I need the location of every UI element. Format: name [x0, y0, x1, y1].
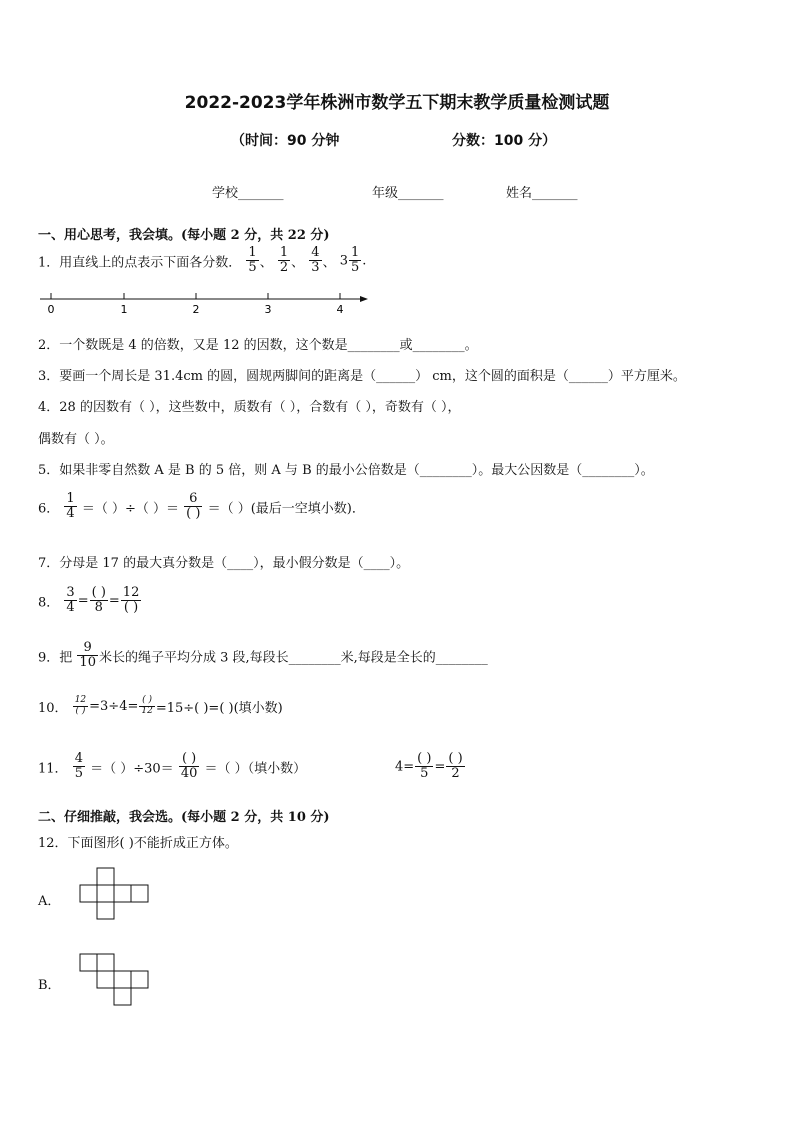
tick-label: 1: [120, 303, 128, 316]
question-4-continued: 偶数有（ ）。: [38, 432, 114, 447]
option-b-label: B．: [38, 978, 61, 993]
fraction: $\frac{9}{10}$: [79, 640, 96, 671]
fraction: $\frac{( )}{12}$: [141, 695, 153, 716]
tick-label: 3: [264, 303, 272, 316]
fraction: $\frac{( )}{8}$: [91, 585, 106, 616]
arrow-icon: [360, 296, 368, 302]
tick-label: 0: [47, 303, 55, 316]
page-title: 2022-2023学年株洲市数学五下期末教学质量检测试题: [184, 93, 610, 113]
grade-field: 年级_______: [372, 186, 444, 201]
question-9: 9．把 $\frac{9}{10}$ 米长的绳子平均分成 3 段,每段长________米,每段是全长的________: [38, 640, 488, 671]
fraction: $\frac{4}{5}$: [74, 751, 83, 782]
cube-net-a: [80, 868, 148, 919]
question-4: 4．28 的因数有（ ），这些数中，质数有（ ），合数有（ ），奇数有（ ），: [38, 400, 461, 415]
fraction: $\frac{1}{5}$: [248, 245, 257, 276]
question-2: 2．一个数既是 4 的倍数，又是 12 的因数，这个数是________或________。: [38, 338, 478, 353]
school-field: 学校_______: [212, 186, 284, 201]
fraction: $\frac{6}{( )}$: [186, 491, 201, 522]
question-10: 10． $\frac{12}{( )}$ =3÷4= $\frac{( )}{12}$ =15÷( )=( )(填小数): [38, 695, 283, 716]
question-1: 1．用直线上的点表示下面各分数． $\frac{1}{5}$ 、 $\frac{1}{2}$ 、 $\frac{4}{3}$ 、 3 $\frac{1}{5}$ .: [38, 245, 367, 276]
fraction: $\frac{1}{4}$: [66, 491, 75, 522]
fraction: $\frac{( )}{40}$: [180, 751, 198, 782]
name-field: 姓名_______: [506, 186, 578, 201]
section2-title: 二、仔细推敲，我会选。(每小题 2 分，共 10 分): [38, 810, 330, 825]
question-6: 6． $\frac{1}{4}$ ＝（ ）÷（ ）＝ $\frac{6}{( )}$ ＝（ ）(最后一空填小数)．: [38, 491, 365, 522]
question-7: 7．分母是 17 的最大真分数是（____），最小假分数是（____）。: [38, 556, 410, 571]
question-8: 8． $\frac{3}{4}$ = $\frac{( )}{8}$ = $\frac{12}{( )}$: [38, 585, 140, 616]
fraction: $\frac{( )}{5}$: [417, 751, 432, 782]
fraction: $\frac{12}{( )}$: [122, 585, 140, 616]
fraction: $\frac{12}{( )}$: [74, 695, 87, 716]
option-a-label: A．: [38, 894, 61, 909]
tick-label: 2: [192, 303, 200, 316]
question-3: 3．要画一个周长是 31.4cm 的圆，圆规两脚间的距离是（______） cm，这个圆的面积是（______）平方厘米。: [38, 369, 686, 384]
fraction: $\frac{4}{3}$: [311, 245, 320, 276]
question-11: 11． $\frac{4}{5}$ ＝（ ）÷30＝ $\frac{( )}{40}$ ＝（ ）（填小数）: [38, 751, 307, 782]
fraction: $\frac{1}{2}$: [279, 245, 289, 276]
fraction: $\frac{1}{5}$: [351, 245, 360, 276]
question-12: 12．下面图形( )不能折成正方体。: [38, 836, 238, 851]
tick-label: 4: [336, 303, 344, 316]
fraction: $\frac{( )}{2}$: [448, 751, 463, 782]
section1-title: 一、用心思考，我会填。(每小题 2 分，共 22 分): [38, 228, 330, 243]
time-label: （时间：90 分钟: [231, 133, 340, 149]
score-label: 分数：100 分）: [452, 133, 557, 149]
fraction: $\frac{3}{4}$: [66, 585, 75, 616]
question-5: 5．如果非零自然数 A 是 B 的 5 倍，则 A 与 B 的最小公倍数是（________）。最大公因数是（________）。: [38, 463, 654, 478]
question-11-part-b: 4= $\frac{( )}{5}$ = $\frac{( )}{2}$: [395, 751, 463, 782]
cube-net-b: [80, 954, 148, 1005]
